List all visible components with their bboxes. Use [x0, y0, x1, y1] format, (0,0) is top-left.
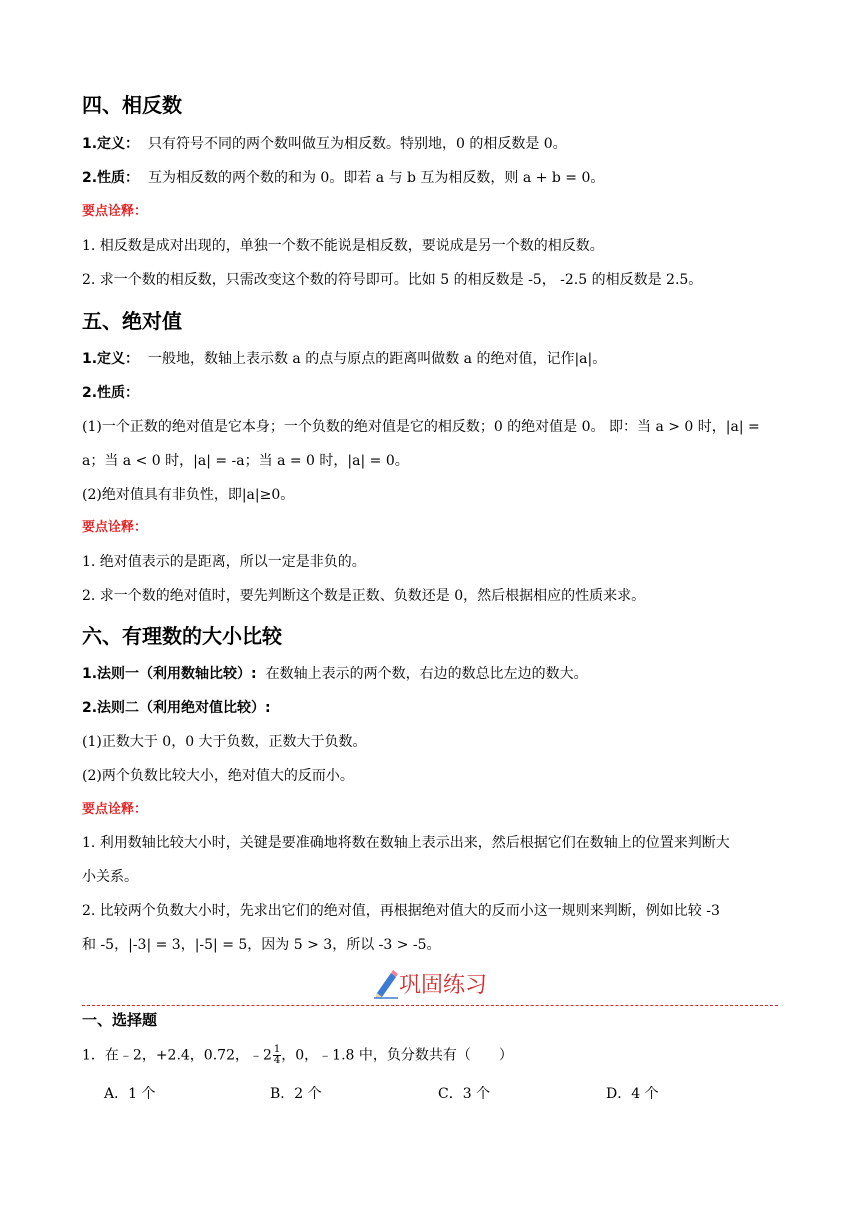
- section4-notes-label: 要点诠释：: [82, 204, 148, 219]
- definition-label: 1.定义：: [82, 351, 140, 367]
- pencil-icon: [373, 969, 399, 999]
- mixed-fraction: [273, 1045, 281, 1066]
- option-b[interactable]: B．2 个: [270, 1086, 322, 1102]
- section6-note-2-line1: 2. 比较两个负数大小时，先求出它们的绝对值，再根据绝对值大的反而小这一规则来判断，例如比较 -3: [82, 903, 720, 919]
- section5-property-label: 2.性质：: [82, 385, 140, 401]
- property-label: 2.性质：: [82, 170, 140, 186]
- section5-definition: [82, 350, 606, 368]
- definition-label: 1.定义：: [82, 136, 140, 152]
- definition-text: 一般地，数轴上表示数 a 的点与原点的距离叫做数 a 的绝对值，记作|a|。: [147, 351, 607, 367]
- section4-title: 四、相反数: [82, 93, 182, 117]
- section6-title: 六、有理数的大小比较: [82, 624, 282, 648]
- rule-1-label: 1.法则一（利用数轴比较）:: [82, 666, 257, 682]
- section6-rule-2-item-2: (2)两个负数比较大小，绝对值大的反而小。: [82, 768, 354, 784]
- section6-rule-1: [82, 665, 588, 683]
- section5-property-2: (2)绝对值具有非负性，即|a|≥0。: [82, 487, 295, 503]
- section6-notes-label: 要点诠释：: [82, 802, 148, 817]
- section5-note-2: 2. 求一个数的绝对值时，要先判断这个数是正数、负数还是 0，然后根据相应的性质来求。: [82, 588, 646, 604]
- section6-note-2-line2: 和 -5，|-3| = 3，|-5| = 5，因为 5 > 3，所以 -3 > -5。: [82, 937, 441, 953]
- exercise-section-title: 一、选择题: [82, 1011, 158, 1029]
- question-1-suffix: ，0，﹣1.8 中，负分数共有（ ）: [281, 1047, 513, 1064]
- fraction-numerator: 1: [273, 1044, 281, 1055]
- section5-notes-label: 要点诠释：: [82, 520, 148, 535]
- definition-text: 只有符号不同的两个数叫做互为相反数。特别地，0 的相反数是 0。: [147, 136, 567, 152]
- question-1-prefix: 1．在﹣2，+2.4，0.72，﹣2: [82, 1047, 272, 1064]
- option-d[interactable]: D．4 个: [606, 1086, 659, 1102]
- section6-rule-2-item-1: (1)正数大于 0，0 大于负数，正数大于负数。: [82, 734, 367, 750]
- section4-note-1: 1. 相反数是成对出现的，单独一个数不能说是相反数，要说成是另一个数的相反数。: [82, 238, 604, 254]
- section5-property-1-line2: a；当 a < 0 时，|a| = -a；当 a = 0 时，|a| = 0。: [82, 453, 409, 469]
- exercise-banner-title: 巩固练习: [398, 973, 487, 998]
- rule-1-text: 在数轴上表示的两个数，右边的数总比左边的数大。: [265, 666, 588, 682]
- question-1: [82, 1045, 513, 1066]
- divider-line: [82, 1005, 778, 1006]
- section5-note-1: 1. 绝对值表示的是距离，所以一定是非负的。: [82, 554, 366, 570]
- exercise-banner: [0, 968, 860, 999]
- option-c[interactable]: C．3 个: [438, 1086, 491, 1102]
- section6-rule-2-label: 2.法则二（利用绝对值比较）:: [82, 700, 271, 716]
- property-text: 互为相反数的两个数的和为 0。即若 a 与 b 互为相反数，则 a + b = 0。: [147, 170, 605, 186]
- fraction-denominator: 4: [273, 1055, 281, 1066]
- section5-property-1-line1: (1)一个正数的绝对值是它本身；一个负数的绝对值是它的相反数；0 的绝对值是 0。 即：当 a > 0 时，|a| =: [82, 419, 760, 435]
- section6-note-1-line1: 1. 利用数轴比较大小时，关键是要准确地将数在数轴上表示出来，然后根据它们在数轴上的位置来判断大: [82, 835, 730, 851]
- section4-property: [82, 169, 604, 187]
- section5-title: 五、绝对值: [82, 309, 182, 333]
- section4-note-2: 2. 求一个数的相反数，只需改变这个数的符号即可。比如 5 的相反数是 -5， -2.5 的相反数是 2.5。: [82, 272, 703, 288]
- section4-definition: [82, 135, 567, 153]
- section6-note-1-line2: 小关系。: [82, 869, 138, 885]
- option-a[interactable]: A．1 个: [104, 1086, 156, 1102]
